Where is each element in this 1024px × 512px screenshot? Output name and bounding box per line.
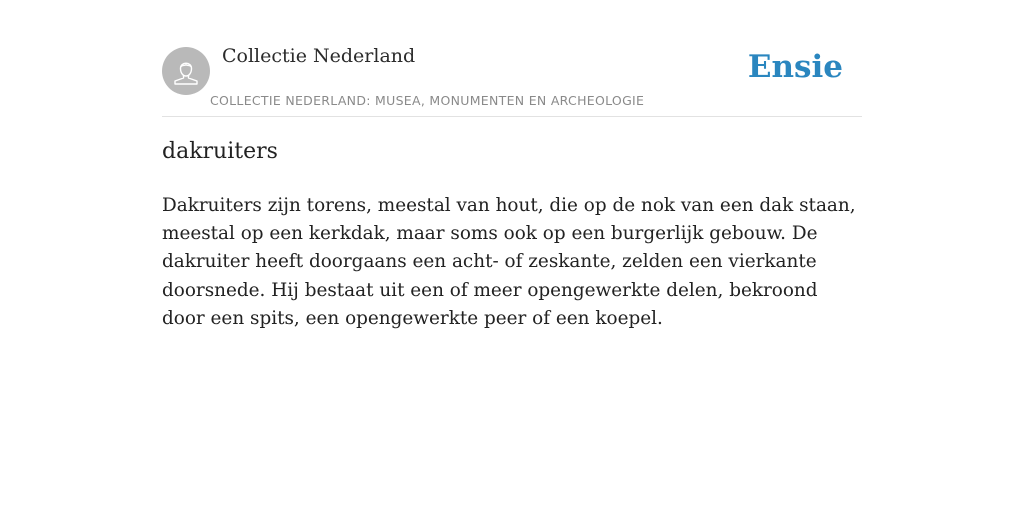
author-name[interactable]: Collectie Nederland — [222, 45, 416, 67]
entry-header — [162, 0, 862, 117]
avatar[interactable] — [162, 47, 210, 95]
user-silhouette-icon — [162, 47, 210, 95]
entry-title: dakruiters — [162, 139, 278, 164]
entry-body: Dakruiters zijn torens, meestal van hout, die op de nok van een dak staan, meestal op een kerkdak, maar soms ook op een burgerlijk gebouw. De dakruiter heeft doorgaans een acht- of zeskante, zelden een vierkante doorsnede. Hij bestaat uit een of meer opengewerkte delen, bekroond door een spits, een opengewerkte peer of een koepel. — [162, 195, 856, 329]
source-label[interactable]: COLLECTIE NEDERLAND: MUSEA, MONUMENTEN EN ARCHEOLOGIE — [210, 93, 645, 108]
brand-logo[interactable]: Ensie — [747, 49, 843, 85]
entry-card — [162, 0, 862, 329]
